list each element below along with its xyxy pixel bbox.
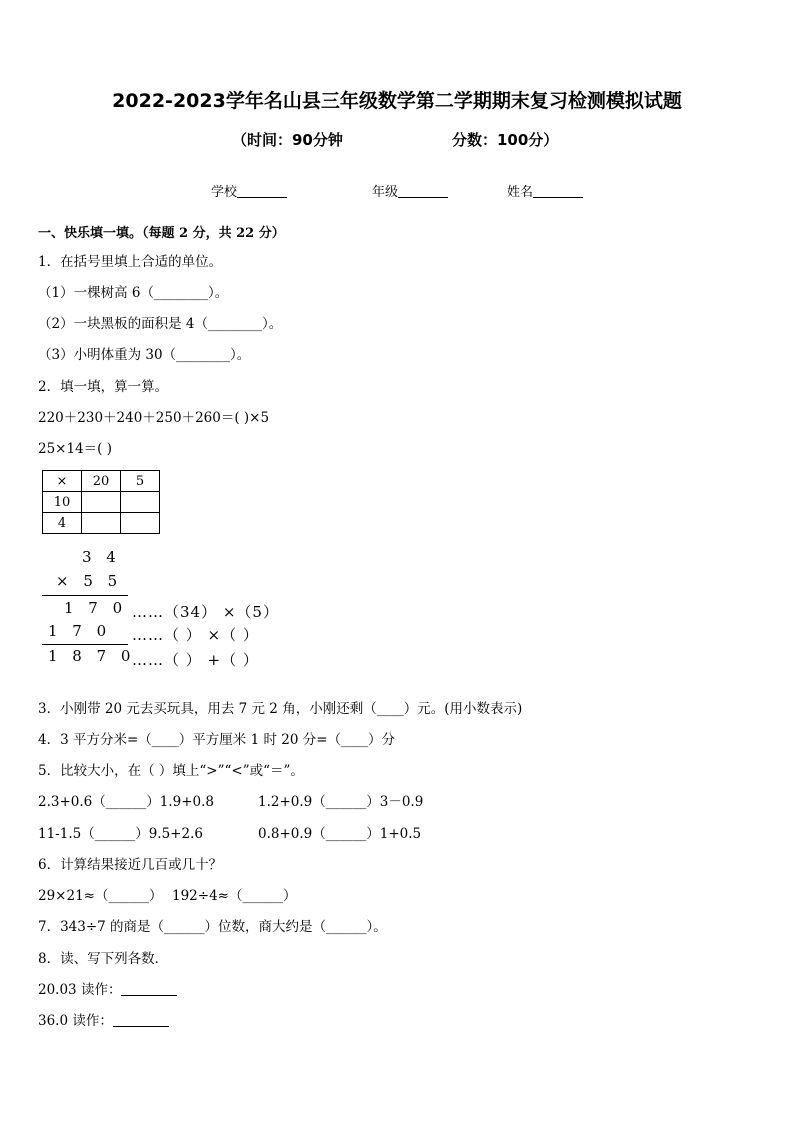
grade-label: 年级 (372, 185, 399, 200)
section-heading: 一、快乐填一填。（每题 2 分，共 22 分） (38, 226, 285, 241)
q5-item-b: 1.2+0.9（______）3－0.9 (258, 794, 424, 810)
calc-rule-2 (42, 644, 128, 645)
table-cell: 10 (43, 492, 82, 513)
grade-field (372, 181, 448, 200)
school-field (211, 181, 287, 200)
vertical-calc-row-5: 1 8 7 0 (48, 647, 136, 665)
q8-item-b-label: 36.0 读作： (38, 1013, 113, 1029)
q1-stem: 1．在括号里填上合适的单位。 (38, 254, 223, 270)
q5-stem: 5．比较大小，在（ ）填上“>”“<”或“＝”。 (38, 763, 304, 779)
vertical-calc-row-3: 1 7 0 (64, 599, 128, 617)
q1-item-2: （2）一块黑板的面积是 4（________）。 (38, 316, 283, 332)
q5-item-a: 2.3+0.6（______）1.9+0.8 (38, 794, 215, 810)
vertical-calc-row-2: × 5 5 (56, 572, 123, 590)
table-cell: 5 (121, 471, 160, 492)
answer-line (121, 983, 177, 996)
grade-blank (398, 185, 448, 198)
table-row (43, 471, 160, 492)
table-cell: 4 (43, 513, 82, 534)
exam-time: （时间：90分钟 (232, 131, 343, 149)
q6-stem: 6．计算结果接近几百或几十？ (38, 857, 223, 873)
vertical-calc-row-4: 1 7 0 (48, 622, 112, 640)
q1-item-1: （1）一棵树高 6（________）。 (38, 285, 229, 301)
table-row (43, 492, 160, 513)
q2-stem: 2．填一填，算一算。 (38, 379, 169, 395)
name-blank (533, 185, 583, 198)
table-cell: × (43, 471, 82, 492)
q8-item-a (38, 978, 177, 998)
table-row (43, 513, 160, 534)
q2-equation-2: 25×14＝( ) (38, 441, 112, 457)
q8-item-a-label: 20.03 读作： (38, 982, 122, 998)
q5-item-c: 11-1.5（______）9.5+2.6 (38, 826, 203, 842)
table-cell (82, 492, 121, 513)
q1-item-3: （3）小明体重为 30（________）。 (38, 347, 251, 363)
q8-stem: 8．读、写下列各数． (38, 951, 169, 967)
table-cell (121, 513, 160, 534)
calc-note-1: ……（34） ×（5） (132, 603, 279, 621)
page-title: 2022-2023学年名山县三年级数学第二学期期末复习检测模拟试题 (112, 90, 682, 112)
q7-text: 7．343÷7 的商是（______）位数，商大约是（______）。 (38, 919, 387, 935)
table-cell: 20 (82, 471, 121, 492)
q6-item-a: 29×21≈（______） (38, 888, 163, 904)
q3-text: 3．小刚带 20 元去买玩具，用去 7 元 2 角，小刚还剩（____）元。(用小数表示) (38, 701, 523, 717)
q8-item-b (38, 1009, 169, 1029)
calc-note-3: ……（ ） +（ ） (132, 651, 259, 669)
table-cell (121, 492, 160, 513)
q5-item-d: 0.8+0.9（______）1+0.5 (258, 826, 422, 842)
name-field (507, 181, 583, 200)
school-label: 学校 (211, 185, 238, 200)
answer-line (113, 1014, 169, 1027)
q6-item-b: 192÷4≈（______） (172, 888, 297, 904)
q2-equation-1: 220＋230＋240＋250＋260＝( )×5 (38, 410, 270, 426)
calc-note-2: ……（ ） ×（ ） (132, 626, 259, 644)
name-label: 姓名 (507, 185, 534, 200)
exam-score: 分数：100分） (452, 131, 559, 149)
vertical-calc-row-1: 3 4 (82, 548, 121, 566)
table-cell (82, 513, 121, 534)
multiplication-table (42, 470, 160, 534)
q4-text: 4．3 平方分米=（____）平方厘米 1 时 20 分=（____）分 (38, 732, 396, 748)
school-blank (237, 185, 287, 198)
calc-rule-1 (42, 595, 128, 596)
